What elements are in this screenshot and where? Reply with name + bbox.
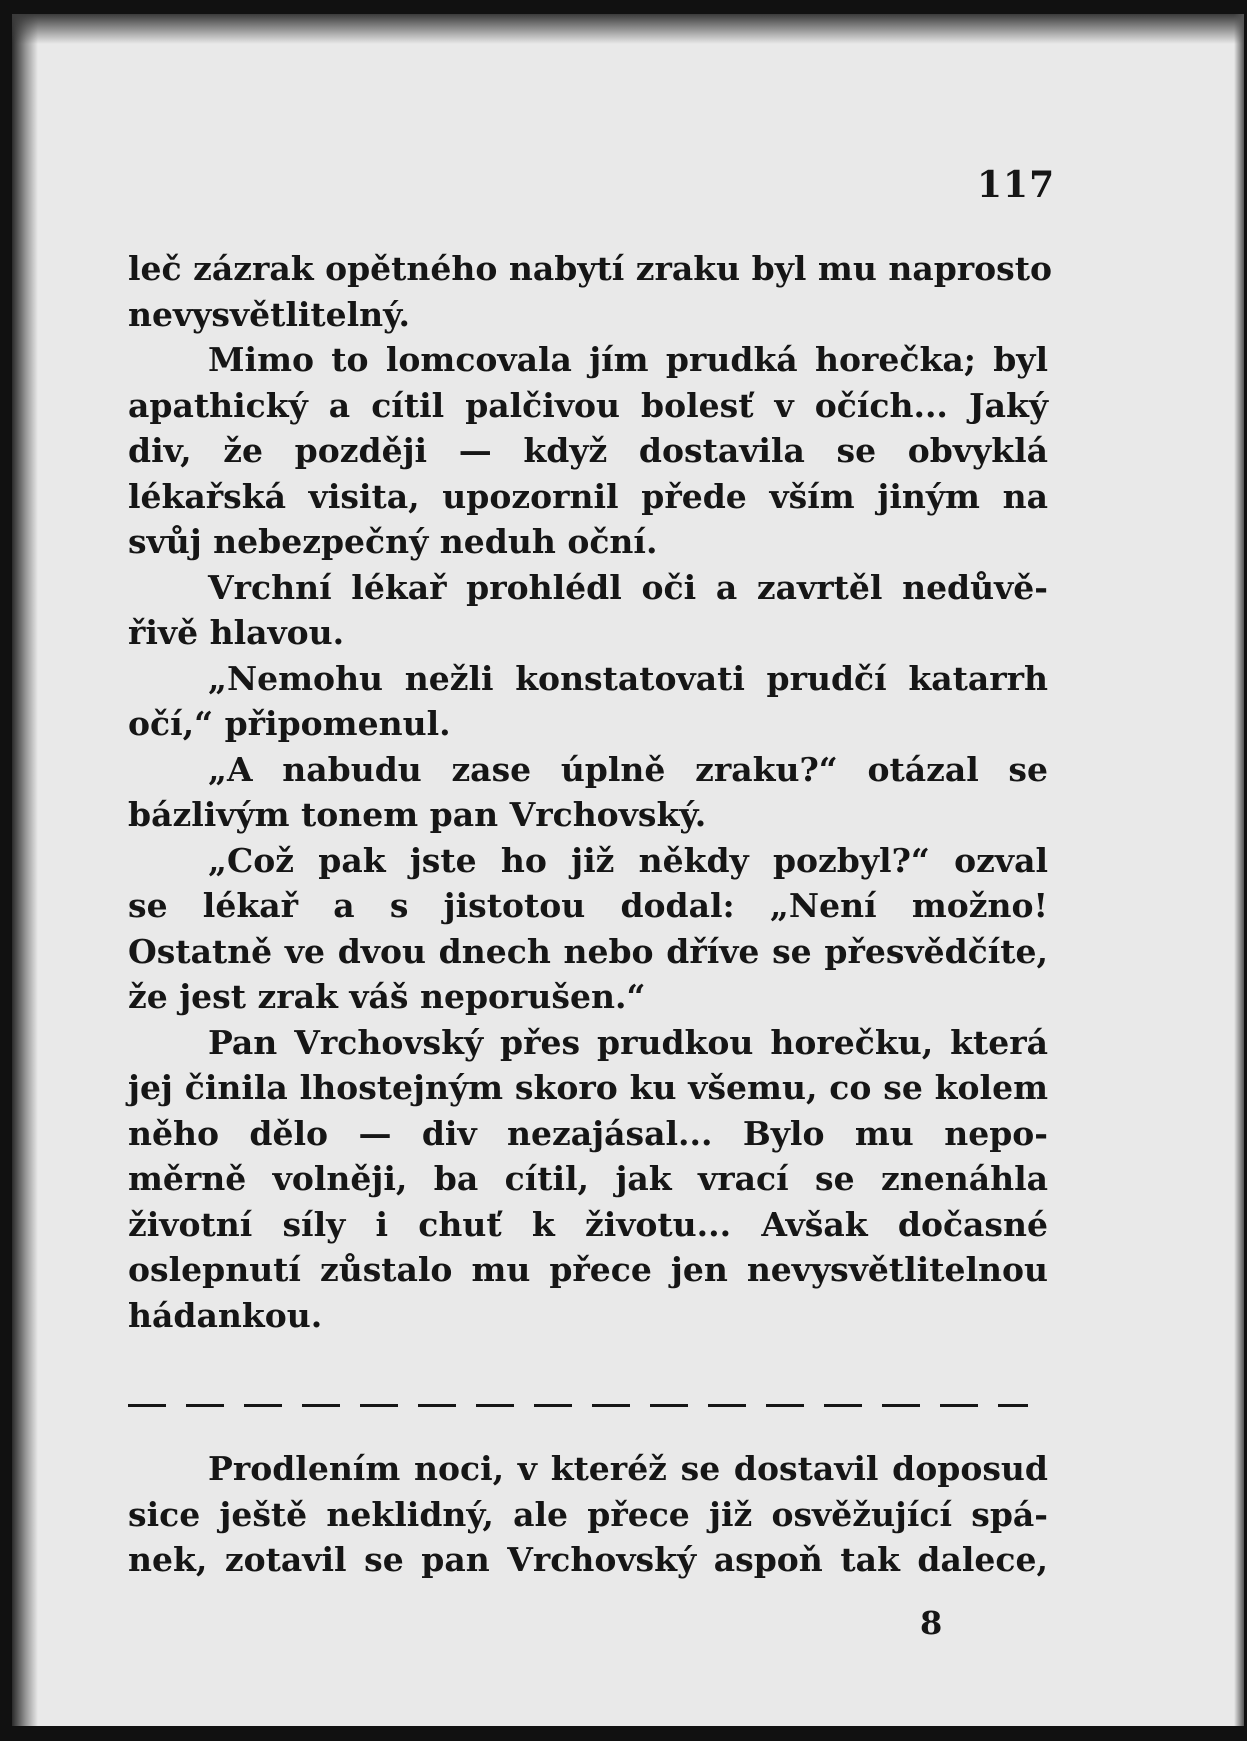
text-line: očí,“ připomenul.: [128, 704, 451, 743]
text-line: sice ještě neklidný, ale přece již osvěžující spá-: [128, 1494, 1048, 1534]
text-line: apathický a cítil palčivou bolesť v očích... Jaký: [128, 385, 1048, 425]
text-line: Vrchní lékař prohlédl oči a zavrtěl nedůvě-: [208, 567, 1048, 607]
text-line: životní síly i chuť k životu... Avšak dočasné: [128, 1204, 1048, 1244]
book-page: [12, 14, 1244, 1726]
text-line: se lékař a s jistotou dodal: „Není možno!: [128, 886, 1048, 925]
text-line: Prodlením noci, v kteréž se dostavil doposud: [208, 1449, 1048, 1488]
text-line: nevysvětlitelný.: [128, 294, 411, 334]
body-text: [128, 246, 1052, 1338]
text-line: „Nemohu nežli konstatovati prudčí katarrh: [208, 658, 1048, 698]
text-line: řivě hlavou.: [128, 613, 345, 652]
body-text-continued: [128, 1446, 1048, 1583]
text-line: leč zázrak opětného nabytí zraku byl mu naprosto: [128, 249, 1052, 288]
text-line: oslepnutí zůstalo mu přece jen nevysvětlitelnou: [128, 1250, 1048, 1289]
page-number: 117: [977, 164, 1056, 206]
text-line: Ostatně ve dvou dnech nebo dříve se přesvědčíte,: [128, 931, 1048, 971]
text-line: měrně volněji, ba cítil, jak vrací se znenáhla: [128, 1159, 1048, 1198]
text-line: lékařská visita, upozornil přede vším jiným na: [128, 476, 1048, 516]
text-line: že jest zrak váš neporušen.“: [128, 977, 646, 1016]
text-line: Mimo to lomcovala jím prudká horečka; byl: [208, 340, 1048, 379]
page-top-shadow: [12, 14, 1244, 44]
section-divider: [128, 1404, 1028, 1407]
text-line: hádankou.: [128, 1295, 323, 1335]
text-line: Pan Vrchovský přes prudkou horečku, která: [208, 1022, 1048, 1062]
text-line: „Což pak jste ho již někdy pozbyl?“ ozval: [208, 840, 1048, 880]
text-line: svůj nebezpečný neduh oční.: [128, 522, 658, 561]
text-line: div, že později — když dostavila se obvyklá: [128, 431, 1048, 470]
page-gutter-shadow: [12, 14, 38, 1726]
text-line: něho dělo — div nezajásal... Bylo mu nepo-: [128, 1113, 1048, 1153]
text-line: jej činila lhostejným skoro ku všemu, co se kolem: [128, 1068, 1048, 1107]
page-right-edge: [1234, 14, 1244, 1726]
text-line: bázlivým tonem pan Vrchovský.: [128, 795, 707, 834]
text-line: nek, zotavil se pan Vrchovský aspoň tak dalece,: [128, 1540, 1048, 1579]
signature-mark: 8: [920, 1604, 943, 1642]
text-line: „A nabudu zase úplně zraku?“ otázal se: [208, 749, 1048, 789]
